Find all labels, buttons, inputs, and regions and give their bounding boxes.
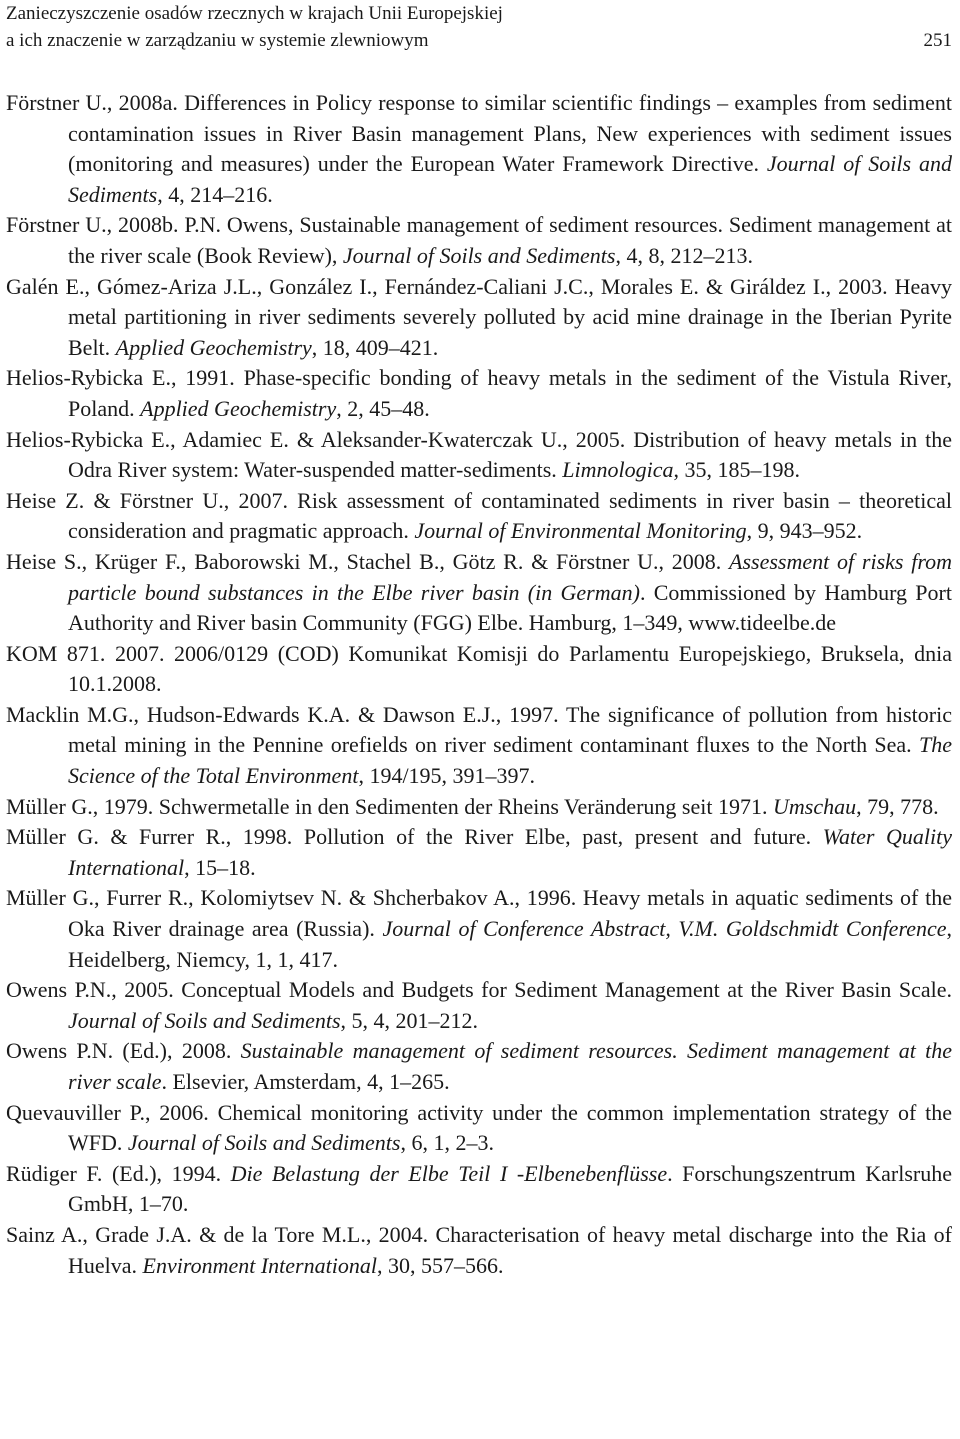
reference-text-segment: , 5, 4, 201–212.: [340, 1007, 479, 1033]
reference-italic-segment: Assessment of risks from particle bound substances in the Elbe river basin (in German): [68, 548, 953, 605]
reference-entry: [6, 975, 952, 1036]
reference-italic-segment: Limnologica: [562, 457, 674, 483]
reference-text-segment: Förstner U., 2008b. P.N. Owens, Sustainable management of sediment resources. Sediment management at the river scale (Book Review),: [6, 212, 952, 268]
reference-text-segment: Quevauviller P., 2006. Chemical monitoring activity under the common implementation strategy of the WFD.: [6, 1099, 952, 1156]
reference-italic-segment: Applied Geochemistry: [140, 395, 337, 421]
reference-text-segment: Sainz A., Grade J.A. & de la Tore M.L., 2004. Characterisation of heavy metal discharge into the Ria of Huelva.: [6, 1221, 952, 1278]
reference-text-segment: Heise Z. & Förstner U., 2007. Risk assessment of contaminated sediments in river basin – theoretical consideration and pragmatic approach.: [6, 487, 952, 544]
running-header-title-line-2: a ich znaczenie w zarządzaniu w systemie zlewniowym: [6, 30, 429, 51]
reference-text-segment: Helios-Rybicka E., 1991. Phase-specific bonding of heavy metals in the sediment of the Vistula River, Poland.: [6, 365, 952, 421]
reference-text-segment: , 6, 1, 2–3.: [400, 1130, 494, 1156]
reference-entry: [6, 1220, 952, 1281]
reference-italic-segment: Sustainable management of sediment resources. Sediment management at the river scale: [68, 1038, 952, 1094]
reference-text-segment: , 79, 778.: [856, 793, 939, 819]
reference-text-segment: Müller G. & Furrer R., 1998. Pollution of the River Elbe, past, present and future.: [6, 824, 823, 850]
running-header-row: [6, 27, 952, 54]
reference-text-segment: Helios-Rybicka E., Adamiec E. & Aleksander-Kwaterczak U., 2005. Distribution of heavy metals in the Odra River system: Water-suspended matter-sediments.: [6, 426, 952, 483]
reference-italic-segment: Environment International: [142, 1252, 377, 1278]
reference-text-segment: , 4, 8, 212–213.: [615, 242, 753, 268]
reference-entry: [6, 425, 952, 486]
reference-text-segment: , 194/195, 391–397.: [358, 763, 536, 789]
reference-text-segment: , 18, 409–421.: [311, 334, 439, 360]
reference-text-segment: Müller G., 1979. Schwermetalle in den Sedimenten der Rheins Veränderung seit 1971.: [6, 793, 773, 819]
reference-italic-segment: Journal of Soils and Sediments: [68, 151, 952, 207]
reference-text-segment: , 35, 185–198.: [673, 457, 800, 483]
reference-entry: [6, 700, 952, 792]
reference-italic-segment: Journal of Conference Abstract, V.M. Goldschmidt Conference: [382, 916, 947, 942]
reference-text-segment: , 9, 943–952.: [746, 518, 863, 544]
reference-text-segment: , Heidelberg, Niemcy, 1, 1, 417.: [68, 916, 952, 972]
reference-text-segment: Galén E., Gómez-Ariza J.L., González I., Fernández-Caliani J.C., Morales E. & Giráldez I., 2003. Heavy metal partitioning in river sediments severely polluted by acid mine drainage in the Iberian Pyrite Belt.: [6, 273, 952, 360]
reference-text-segment: . Forschungszentrum Karlsruhe GmbH, 1–70.: [68, 1160, 952, 1217]
reference-italic-segment: Die Belastung der Elbe Teil I -Elbenebenflüsse: [230, 1160, 668, 1186]
reference-entry: [6, 1098, 952, 1159]
reference-italic-segment: Umschau: [772, 793, 857, 819]
running-header-title-line-1: Zanieczyszczenie osadów rzecznych w krajach Unii Europejskiej: [6, 3, 503, 24]
reference-text-segment: , 4, 214–216.: [157, 181, 273, 207]
reference-entry: [6, 1036, 952, 1097]
reference-text-segment: Müller G., Furrer R., Kolomiytsev N. & Shcherbakov A., 1996. Heavy metals in aquatic sediments of the Oka River drainage area (Russia).: [6, 885, 952, 942]
reference-text-segment: Owens P.N., 2005. Conceptual Models and Budgets for Sediment Management at the River Basin Scale.: [6, 977, 952, 1003]
reference-entry: [6, 547, 952, 639]
reference-text-segment: Rüdiger F. (Ed.), 1994.: [6, 1160, 231, 1186]
reference-text-segment: Heise S., Krüger F., Baborowski M., Stachel B., Götz R. & Förstner U., 2008.: [6, 548, 730, 574]
reference-italic-segment: Water Quality International: [68, 824, 953, 880]
reference-entry: [6, 1159, 952, 1220]
reference-text-segment: KOM 871. 2007. 2006/0129 (COD) Komunikat Komisji do Parlamentu Europejskiego, Bruksela, dnia 10.1.2008.: [6, 640, 952, 697]
reference-italic-segment: The Science of the Total Environment: [68, 732, 952, 789]
reference-italic-segment: Journal of Soils and Sediments: [342, 242, 616, 268]
reference-entry: [6, 210, 952, 271]
reference-entry: [6, 792, 952, 823]
reference-entry: [6, 822, 952, 883]
reference-text-segment: , 30, 557–566.: [376, 1252, 504, 1278]
reference-entry: [6, 88, 952, 210]
reference-italic-segment: Applied Geochemistry: [115, 334, 312, 360]
reference-entry: [6, 883, 952, 975]
reference-italic-segment: Journal of Environmental Monitoring: [414, 518, 747, 544]
reference-entry: [6, 639, 952, 700]
reference-text-segment: . Elsevier, Amsterdam, 4, 1–265.: [161, 1069, 450, 1094]
running-header: [6, 0, 952, 54]
reference-text-segment: . Commissioned by Hamburg Port Authority and River basin Community (FGG) Elbe. Hamburg, 1–349, www.tideelbe.de: [68, 579, 952, 636]
reference-text-segment: Förstner U., 2008a. Differences in Policy response to similar scientific findings – examples from sediment contamination issues in River Basin management Plans, New experiences with sediment issues (monitoring and measures) under the European Water Framework Directive.: [6, 90, 952, 177]
reference-text-segment: , 15–18.: [184, 854, 256, 880]
reference-entry: [6, 486, 952, 547]
reference-list: [6, 88, 952, 1281]
reference-text-segment: , 2, 45–48.: [336, 395, 430, 421]
reference-italic-segment: Journal of Soils and Sediments: [127, 1130, 401, 1156]
reference-entry: [6, 272, 952, 364]
reference-entry: [6, 363, 952, 424]
page-number: 251: [923, 30, 952, 51]
reference-text-segment: Owens P.N. (Ed.), 2008.: [6, 1038, 241, 1064]
reference-text-segment: Macklin M.G., Hudson-Edwards K.A. & Dawson E.J., 1997. The significance of pollution from historic metal mining in the Pennine orefields on river sediment contaminant fluxes to the North Sea.: [6, 701, 952, 758]
reference-italic-segment: Journal of Soils and Sediments: [68, 1007, 341, 1033]
